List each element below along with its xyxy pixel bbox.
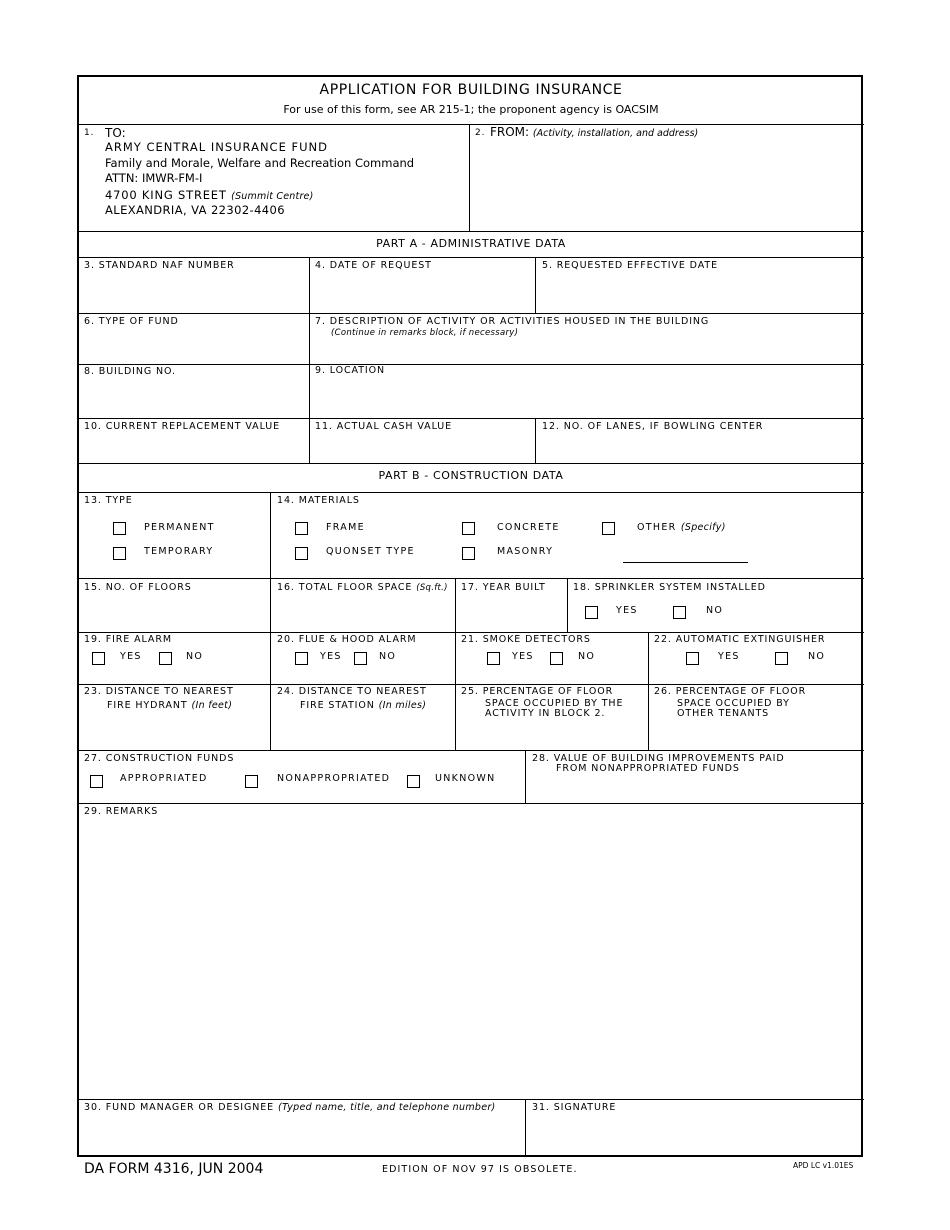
bowling-lanes-field[interactable]: [537, 435, 861, 460]
rule-col-a2-row4: [535, 418, 536, 463]
rule-col-b2: [455, 578, 456, 750]
rule-part-b-bottom: [78, 492, 864, 493]
block-9-label: 9. LOCATION: [315, 365, 385, 376]
block-11-label: 11. ACTUAL CASH VALUE: [315, 421, 453, 432]
fire-alarm-yes-label: YES: [120, 651, 142, 662]
block-28-label-line-1: 28. VALUE OF BUILDING IMPROVEMENTS PAID: [532, 753, 785, 764]
quonset-type-label: QUONSET TYPE: [326, 546, 415, 557]
block-23-label-line-2: [107, 700, 232, 712]
flue-hood-no-label: NO: [379, 651, 397, 662]
fire-alarm-no-label: NO: [186, 651, 204, 662]
other-label: [637, 522, 726, 534]
appropriated-label: APPROPRIATED: [120, 773, 208, 784]
smoke-detectors-yes-label: YES: [512, 651, 534, 662]
block-25-label-line-3: ACTIVITY IN BLOCK 2.: [485, 708, 606, 719]
no-of-floors-field[interactable]: [80, 596, 267, 629]
block-23-label-line-1: 23. DISTANCE TO NEAREST: [84, 686, 234, 697]
unknown-label: UNKNOWN: [435, 773, 496, 784]
location-field[interactable]: [311, 380, 861, 415]
block-27-label: 27. CONSTRUCTION FUNDS: [84, 753, 235, 764]
block-1-number: 1.: [84, 128, 95, 138]
actual-cash-value-field[interactable]: [311, 435, 532, 460]
remarks-field[interactable]: [80, 822, 861, 1096]
to-line-2: Family and Morale, Welfare and Recreation Command: [105, 156, 415, 170]
block-19-label: 19. FIRE ALARM: [84, 634, 172, 645]
other-text: OTHER: [637, 522, 677, 533]
quonset-type-checkbox[interactable]: [295, 547, 308, 560]
block-16-note: (Sq.ft.): [416, 583, 448, 593]
standard-naf-number-field[interactable]: [80, 274, 306, 310]
flue-hood-no-checkbox[interactable]: [354, 652, 367, 665]
rule-row-8: [78, 364, 864, 365]
rule-part-a-top: [78, 231, 864, 232]
form-id: DA FORM 4316, JUN 2004: [84, 1161, 264, 1177]
rule-row-30: [78, 1099, 864, 1100]
block-12-label: 12. NO. OF LANES, IF BOWLING CENTER: [542, 421, 764, 432]
rule-col-b1: [270, 492, 271, 750]
rule-row-23: [78, 684, 864, 685]
smoke-detectors-no-checkbox[interactable]: [550, 652, 563, 665]
rule-col-b3: [567, 578, 568, 632]
form-subtitle: For use of this form, see AR 215-1; the proponent agency is OACSIM: [283, 103, 659, 116]
rule-part-a-bottom: [78, 257, 864, 258]
masonry-label: MASONRY: [497, 546, 554, 557]
permanent-label: PERMANENT: [144, 522, 215, 533]
date-of-request-field[interactable]: [311, 274, 532, 310]
block-8-label: 8. BUILDING NO.: [84, 366, 176, 377]
rule-row-10: [78, 418, 864, 419]
block-14-label: 14. MATERIALS: [277, 495, 360, 506]
distance-to-hydrant-field[interactable]: [80, 714, 267, 747]
block-26-label-line-3: OTHER TENANTS: [677, 708, 770, 719]
block-23-note: (In feet): [191, 700, 233, 711]
fire-alarm-yes-checkbox[interactable]: [92, 652, 105, 665]
extinguisher-no-checkbox[interactable]: [775, 652, 788, 665]
type-of-fund-field[interactable]: [80, 330, 306, 361]
block-7-note: (Continue in remarks block, if necessary): [331, 328, 519, 338]
sprinkler-no-label: NO: [706, 605, 724, 616]
block-4-label: 4. DATE OF REQUEST: [315, 260, 432, 271]
block-18-label: 18. SPRINKLER SYSTEM INSTALLED: [573, 582, 766, 593]
sprinkler-no-checkbox[interactable]: [673, 606, 686, 619]
smoke-detectors-yes-checkbox[interactable]: [487, 652, 500, 665]
block-29-label: 29. REMARKS: [84, 806, 159, 817]
other-specify-note: (Specify): [680, 522, 726, 533]
rule-col-a1: [309, 257, 310, 463]
sprinkler-yes-checkbox[interactable]: [585, 606, 598, 619]
block-5-label: 5. REQUESTED EFFECTIVE DATE: [542, 260, 718, 271]
block-22-label: 22. AUTOMATIC EXTINGUISHER: [654, 634, 826, 645]
appropriated-checkbox[interactable]: [90, 775, 103, 788]
concrete-checkbox[interactable]: [462, 522, 475, 535]
block-23-line-2-text: FIRE HYDRANT: [107, 700, 188, 711]
block-24-label-line-2: [300, 700, 426, 712]
concrete-label: CONCRETE: [497, 522, 560, 533]
flue-hood-yes-checkbox[interactable]: [295, 652, 308, 665]
block-28-label-line-2: FROM NONAPPROPRIATED FUNDS: [556, 763, 740, 774]
activity-description-field[interactable]: [311, 340, 861, 361]
rule-row-15: [78, 578, 864, 579]
block-26-label-line-2: SPACE OCCUPIED BY: [677, 698, 790, 709]
unknown-checkbox[interactable]: [407, 775, 420, 788]
rule-row-27: [78, 750, 864, 751]
block-6-label: 6. TYPE OF FUND: [84, 316, 179, 327]
block-30-note: (Typed name, title, and telephone number): [277, 1102, 496, 1113]
block-25-label-line-1: 25. PERCENTAGE OF FLOOR: [461, 686, 614, 697]
frame-label: FRAME: [326, 522, 365, 533]
block-1-label: TO:: [105, 126, 126, 140]
rule-row-6: [78, 313, 864, 314]
extinguisher-yes-label: YES: [718, 651, 740, 662]
building-no-field[interactable]: [80, 380, 306, 415]
extinguisher-no-label: NO: [808, 651, 826, 662]
block-16-label: [277, 582, 448, 594]
block-3-label: 3. STANDARD NAF NUMBER: [84, 260, 235, 271]
rule-col-a2-row1: [535, 257, 536, 313]
percent-other-tenants-field[interactable]: [650, 722, 861, 747]
rule-part-b-top: [78, 463, 864, 464]
fire-alarm-no-checkbox[interactable]: [159, 652, 172, 665]
block-2-label: FROM:: [490, 125, 530, 139]
extinguisher-yes-checkbox[interactable]: [686, 652, 699, 665]
version-note: APD LC v1.01ES: [793, 1161, 854, 1170]
block-2-number: 2.: [475, 128, 486, 138]
edition-note: EDITION OF NOV 97 IS OBSOLETE.: [382, 1164, 578, 1175]
flue-hood-yes-label: YES: [320, 651, 342, 662]
block-17-label: 17. YEAR BUILT: [461, 582, 546, 593]
block-24-note: (In miles): [378, 700, 427, 711]
block-31-label: 31. SIGNATURE: [532, 1102, 617, 1113]
total-floor-space-field[interactable]: [272, 596, 452, 629]
temporary-checkbox[interactable]: [113, 547, 126, 560]
improvements-value-field[interactable]: [527, 777, 861, 800]
to-line-1: ARMY CENTRAL INSURANCE FUND: [105, 140, 328, 154]
form-title: APPLICATION FOR BUILDING INSURANCE: [319, 82, 623, 98]
rule-col-b6: [525, 1099, 526, 1157]
block-2-from: [490, 125, 698, 141]
block-16-text: 16. TOTAL FLOOR SPACE: [277, 582, 413, 593]
block-25-label-line-2: SPACE OCCUPIED BY THE: [485, 698, 624, 709]
fund-manager-field[interactable]: [80, 1116, 522, 1154]
block-30-label: [84, 1102, 496, 1114]
sprinkler-yes-label: YES: [616, 605, 638, 616]
nonappropriated-label: NONAPPROPRIATED: [277, 773, 391, 784]
temporary-label: TEMPORARY: [144, 546, 214, 557]
rule-col-b4: [648, 632, 649, 750]
rule-row-29: [78, 803, 864, 804]
part-b-title: PART B - CONSTRUCTION DATA: [378, 469, 564, 482]
rule-header: [78, 124, 864, 125]
frame-checkbox[interactable]: [295, 522, 308, 535]
current-replacement-value-field[interactable]: [80, 435, 306, 460]
block-13-label: 13. TYPE: [84, 495, 133, 506]
masonry-checkbox[interactable]: [462, 547, 475, 560]
block-20-label: 20. FLUE & HOOD ALARM: [277, 634, 417, 645]
block-10-label: 10. CURRENT REPLACEMENT VALUE: [84, 421, 281, 432]
rule-col-b5: [525, 750, 526, 803]
nonappropriated-checkbox[interactable]: [245, 775, 258, 788]
to-line-5: ALEXANDRIA, VA 22302-4406: [105, 203, 285, 217]
block-15-label: 15. NO. OF FLOORS: [84, 582, 192, 593]
block-21-label: 21. SMOKE DETECTORS: [461, 634, 591, 645]
other-checkbox[interactable]: [602, 522, 615, 535]
to-street: 4700 KING STREET: [105, 188, 227, 202]
block-24-label-line-1: 24. DISTANCE TO NEAREST: [277, 686, 427, 697]
block-2-note: (Activity, installation, and address): [532, 128, 699, 139]
rule-row-19: [78, 632, 864, 633]
to-line-4: [105, 188, 314, 204]
signature-field[interactable]: [527, 1116, 861, 1154]
distance-to-station-field[interactable]: [272, 714, 452, 747]
block-24-line-2-text: FIRE STATION: [300, 700, 375, 711]
from-field[interactable]: [472, 142, 860, 228]
permanent-checkbox[interactable]: [113, 522, 126, 535]
block-7-label: 7. DESCRIPTION OF ACTIVITY OR ACTIVITIES HOUSED IN THE BUILDING: [315, 316, 710, 327]
part-a-title: PART A - ADMINISTRATIVE DATA: [376, 237, 566, 250]
percent-activity-field[interactable]: [457, 722, 645, 747]
rule-to-from: [469, 124, 470, 231]
to-street-note: (Summit Centre): [231, 191, 314, 202]
smoke-detectors-no-label: NO: [578, 651, 596, 662]
year-built-field[interactable]: [457, 596, 564, 629]
requested-effective-date-field[interactable]: [537, 274, 861, 310]
block-30-text: 30. FUND MANAGER OR DESIGNEE: [84, 1102, 275, 1113]
to-line-3: ATTN: IMWR-FM-I: [105, 171, 203, 185]
block-26-label-line-1: 26. PERCENTAGE OF FLOOR: [654, 686, 807, 697]
other-specify-field[interactable]: [623, 549, 748, 563]
